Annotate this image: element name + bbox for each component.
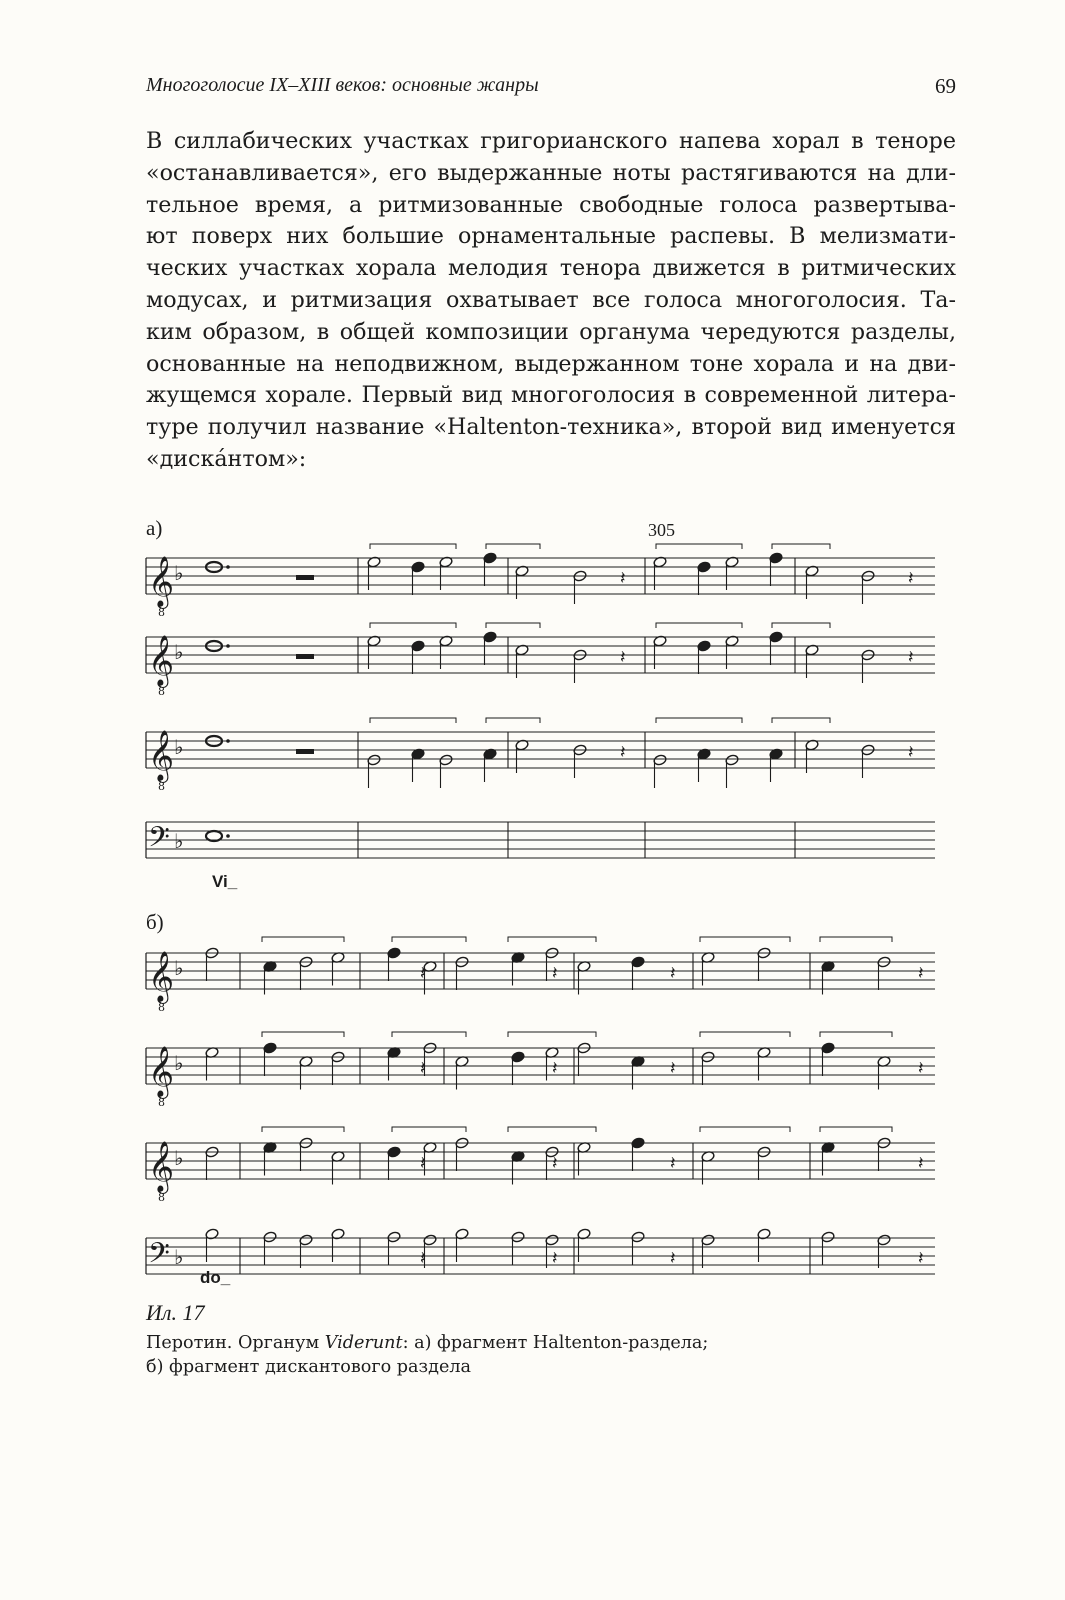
quarter-rest-icon: 𝄽 [670, 1153, 676, 1174]
ligature-bracket [700, 1127, 790, 1132]
ligature-bracket [700, 1032, 790, 1037]
quarter-rest-icon: 𝄽 [670, 963, 676, 984]
ligature-bracket [656, 718, 742, 723]
running-title: Многоголосие IX–XIII веков: основные жанры [146, 74, 539, 96]
quarter-rest-icon: 𝄽 [620, 742, 626, 763]
ligature-bracket [486, 718, 540, 723]
example-a-label: а) [146, 516, 163, 540]
caption-text: Перотин. Органум [146, 1333, 325, 1353]
text-line: туре получил название «Haltenton-техника», второй вид именуется [146, 414, 956, 441]
ligature-bracket [262, 1032, 344, 1037]
octave-mark: 8 [158, 1191, 165, 1204]
text-line: ческих участках хорала мелодия тенора движется в ритмических [146, 255, 956, 282]
quarter-rest-icon: 𝄽 [620, 568, 626, 589]
text-line: ют поверх них большие орнаментальные распевы. В мелизмати- [146, 223, 956, 250]
quarter-rest-icon: 𝄽 [552, 1153, 558, 1174]
bass-clef-icon: 𝄢 [148, 1237, 170, 1277]
octave-mark: 8 [158, 1001, 165, 1014]
quarter-rest-icon: 𝄽 [420, 1248, 426, 1269]
quarter-rest-icon: 𝄽 [420, 1153, 426, 1174]
octave-mark: 8 [158, 606, 165, 619]
quarter-rest-icon: 𝄽 [908, 647, 914, 668]
flat-icon: ♭ [174, 829, 184, 853]
ligature-bracket [772, 544, 830, 549]
treble-clef-icon: 𝄞 [148, 1046, 175, 1097]
treble-clef-icon: 𝄞 [148, 556, 175, 607]
measure-number: 305 [648, 520, 675, 540]
lyric-syllable: do_ [200, 1268, 231, 1287]
text-line: модусах, и ритмизация охватывает все голоса многоголосия. Та- [146, 286, 956, 313]
quarter-rest-icon: 𝄽 [420, 1058, 426, 1079]
quarter-rest-icon: 𝄽 [908, 568, 914, 589]
treble-clef-icon: 𝄞 [148, 951, 175, 1002]
ligature-bracket [392, 1032, 466, 1037]
caption-line-1 [146, 1333, 708, 1353]
half-rest [296, 575, 314, 580]
treble-clef-icon: 𝄞 [148, 1141, 175, 1192]
ligature-bracket [392, 1127, 466, 1132]
caption-text: : а) фрагмент Haltenton-раздела; [402, 1333, 709, 1353]
quarter-rest-icon: 𝄽 [552, 1248, 558, 1269]
ligature-bracket [392, 937, 466, 942]
ligature-bracket [772, 718, 830, 723]
flat-icon: ♭ [174, 1051, 184, 1075]
quarter-rest-icon: 𝄽 [552, 963, 558, 984]
augmentation-dot [226, 834, 230, 838]
ligature-bracket [370, 718, 456, 723]
quarter-rest-icon: 𝄽 [918, 963, 924, 984]
ligature-bracket [508, 1127, 596, 1132]
flat-icon: ♭ [174, 1146, 184, 1170]
flat-icon: ♭ [174, 640, 184, 664]
octave-mark: 8 [158, 1096, 165, 1109]
text-line: тельное время, а ритмизованные свободные голоса развертыва- [146, 191, 956, 218]
text-line: ким образом, в общей композиции органума чередуются разделы, [146, 318, 956, 345]
augmentation-dot [226, 565, 230, 569]
ligature-bracket [486, 623, 540, 628]
ligature-bracket [820, 937, 892, 942]
flat-icon: ♭ [174, 1245, 184, 1269]
half-rest [296, 654, 314, 659]
ligature-bracket [656, 544, 742, 549]
quarter-rest-icon: 𝄽 [918, 1153, 924, 1174]
flat-icon: ♭ [174, 735, 184, 759]
flat-icon: ♭ [174, 561, 184, 585]
quarter-rest-icon: 𝄽 [918, 1248, 924, 1269]
ligature-bracket [772, 623, 830, 628]
ligature-bracket [370, 623, 456, 628]
quarter-rest-icon: 𝄽 [670, 1248, 676, 1269]
treble-clef-icon: 𝄞 [148, 730, 175, 781]
ligature-bracket [486, 544, 540, 549]
example-b-label: б) [146, 910, 164, 934]
quarter-rest-icon: 𝄽 [670, 1058, 676, 1079]
quarter-rest-icon: 𝄽 [420, 963, 426, 984]
work-title: Viderunt [324, 1333, 403, 1353]
quarter-rest-icon: 𝄽 [620, 647, 626, 668]
quarter-rest-icon: 𝄽 [918, 1058, 924, 1079]
text-line: «дискáнтом»: [146, 445, 307, 472]
ligature-bracket [656, 623, 742, 628]
ligature-bracket [262, 937, 344, 942]
ligature-bracket [370, 544, 456, 549]
page-number: 69 [935, 74, 956, 98]
treble-clef-icon: 𝄞 [148, 635, 175, 686]
ligature-bracket [508, 1032, 596, 1037]
ligature-bracket [262, 1127, 344, 1132]
ligature-bracket [820, 1032, 892, 1037]
ligature-bracket [508, 937, 596, 942]
octave-mark: 8 [158, 780, 165, 793]
augmentation-dot [226, 739, 230, 743]
octave-mark: 8 [158, 685, 165, 698]
caption-line-2: б) фрагмент дискантового раздела [146, 1357, 472, 1377]
text-line: В силлабических участках григорианского напева хорал в теноре [146, 128, 956, 154]
quarter-rest-icon: 𝄽 [552, 1058, 558, 1079]
text-line: «останавливается», его выдержанные ноты растягиваются на дли- [146, 159, 956, 186]
text-line: жущемся хорале. Первый вид многоголосия в современной литера- [146, 382, 956, 409]
flat-icon: ♭ [174, 956, 184, 980]
figure-number: Ил. 17 [146, 1300, 205, 1325]
ligature-bracket [700, 937, 790, 942]
half-rest [296, 749, 314, 754]
lyric-syllable: Vi_ [212, 872, 238, 891]
text-line: основанные на неподвижном, выдержанном тоне хорала и на дви- [146, 350, 956, 377]
ligature-bracket [820, 1127, 892, 1132]
bass-clef-icon: 𝄢 [148, 821, 170, 861]
quarter-rest-icon: 𝄽 [908, 742, 914, 763]
augmentation-dot [226, 644, 230, 648]
